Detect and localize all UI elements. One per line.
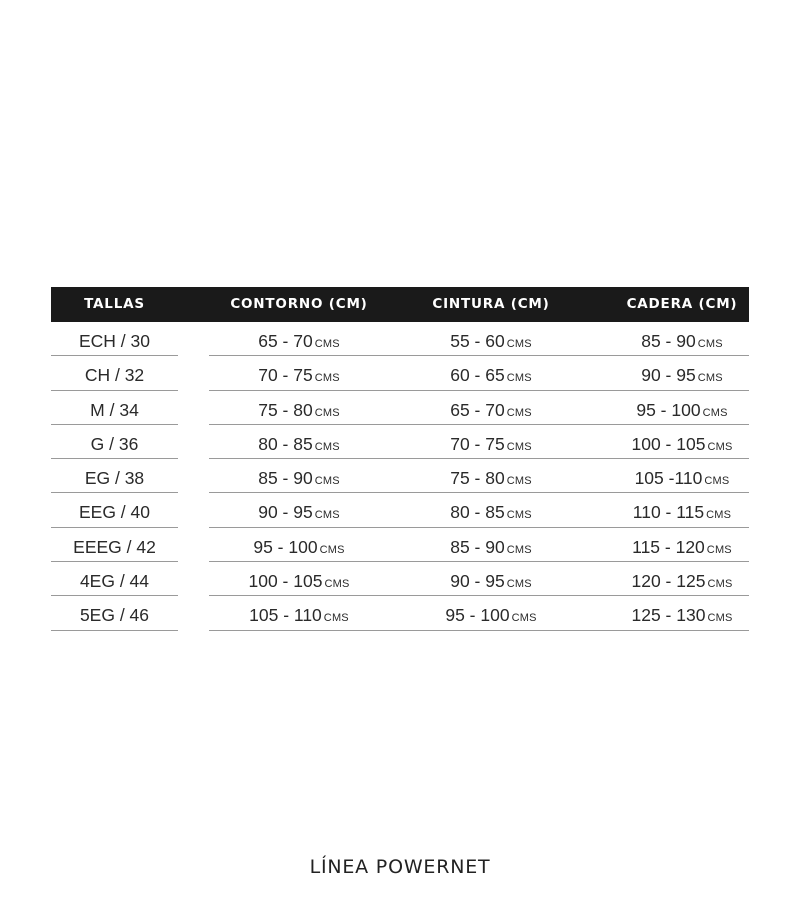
talla-cell xyxy=(51,596,178,630)
contorno-cell-value: 100 - 105 xyxy=(248,571,323,592)
unit-label: CMS xyxy=(707,612,733,625)
unit-label: CMS xyxy=(511,612,537,625)
size-chart-table xyxy=(51,287,749,631)
unit-label: CMS xyxy=(706,543,732,556)
talla-cell xyxy=(51,493,178,527)
cadera-cell-value: 105 -110 xyxy=(634,468,703,489)
row-divider-right xyxy=(209,630,749,631)
table-header xyxy=(51,287,749,322)
cintura-cell xyxy=(403,596,579,630)
cadera-cell-value: 110 - 115 xyxy=(632,502,705,523)
contorno-cell-value: 70 - 75 xyxy=(258,365,313,386)
table-row xyxy=(51,528,749,562)
table-row xyxy=(51,322,749,356)
cintura-cell-value: 95 - 100 xyxy=(445,605,510,626)
contorno-cell xyxy=(209,459,389,493)
unit-label: CMS xyxy=(506,475,532,488)
talla-cell-value: G / 36 xyxy=(90,433,139,454)
cintura-cell-value: 80 - 85 xyxy=(450,502,505,523)
contorno-cell xyxy=(209,322,389,356)
cadera-cell xyxy=(593,562,771,596)
cadera-cell-value: 125 - 130 xyxy=(631,605,706,626)
unit-label: CMS xyxy=(706,509,732,522)
cintura-cell xyxy=(403,528,579,562)
talla-cell xyxy=(51,459,178,493)
contorno-cell xyxy=(209,356,389,390)
unit-label: CMS xyxy=(506,440,532,453)
unit-label: CMS xyxy=(707,578,733,591)
row-divider-left xyxy=(51,630,178,631)
unit-label: CMS xyxy=(697,372,723,385)
unit-label: CMS xyxy=(506,406,532,419)
talla-cell-value: ECH / 30 xyxy=(79,331,150,351)
talla-cell-value: EEEG / 42 xyxy=(73,536,156,557)
contorno-cell xyxy=(209,493,389,527)
header-contorno: CONTORNO (CM) xyxy=(230,296,368,312)
unit-label: CMS xyxy=(319,543,345,556)
talla-cell-value: CH / 32 xyxy=(84,365,145,386)
cintura-cell-value: 60 - 65 xyxy=(450,365,505,386)
unit-label: CMS xyxy=(323,612,349,625)
cadera-cell xyxy=(593,596,771,630)
contorno-cell-value: 75 - 80 xyxy=(258,399,313,420)
cadera-cell xyxy=(593,425,771,459)
unit-label: CMS xyxy=(314,338,340,350)
cadera-cell-value: 95 - 100 xyxy=(636,399,701,420)
cintura-cell-value: 75 - 80 xyxy=(450,468,505,489)
talla-cell-value: M / 34 xyxy=(90,399,139,420)
talla-cell-value: 5EG / 46 xyxy=(79,605,150,626)
unit-label: CMS xyxy=(697,338,723,350)
table-row xyxy=(51,493,749,527)
unit-label: CMS xyxy=(506,543,532,556)
cadera-cell-value: 85 - 90 xyxy=(641,331,696,351)
table-body xyxy=(51,322,749,631)
talla-cell-value: 4EG / 44 xyxy=(79,571,150,592)
talla-cell xyxy=(51,425,178,459)
table-row xyxy=(51,425,749,459)
unit-label: CMS xyxy=(324,578,350,591)
cadera-cell-value: 120 - 125 xyxy=(631,571,706,592)
table-row xyxy=(51,391,749,425)
unit-label: CMS xyxy=(704,475,730,488)
talla-cell xyxy=(51,562,178,596)
footer-title: LÍNEA POWERNET xyxy=(309,856,491,878)
cadera-cell xyxy=(593,459,771,493)
contorno-cell xyxy=(209,391,389,425)
unit-label: CMS xyxy=(314,440,340,453)
contorno-cell-value: 65 - 70 xyxy=(258,331,313,351)
unit-label: CMS xyxy=(314,475,340,488)
contorno-cell-value: 95 - 100 xyxy=(253,536,318,557)
cintura-cell xyxy=(403,391,579,425)
contorno-cell xyxy=(209,425,389,459)
cadera-cell xyxy=(593,391,771,425)
unit-label: CMS xyxy=(314,509,340,522)
contorno-cell-value: 85 - 90 xyxy=(258,468,313,489)
table-row xyxy=(51,356,749,390)
contorno-cell xyxy=(209,528,389,562)
cintura-cell-value: 70 - 75 xyxy=(450,433,505,454)
cadera-cell xyxy=(593,493,771,527)
contorno-cell-value: 80 - 85 xyxy=(258,433,313,454)
contorno-cell-value: 90 - 95 xyxy=(258,502,313,523)
cintura-cell xyxy=(403,356,579,390)
talla-cell xyxy=(51,528,178,562)
table-row xyxy=(51,459,749,493)
unit-label: CMS xyxy=(506,578,532,591)
unit-label: CMS xyxy=(506,509,532,522)
cintura-cell xyxy=(403,493,579,527)
talla-cell xyxy=(51,391,178,425)
table-row xyxy=(51,562,749,596)
cintura-cell-value: 85 - 90 xyxy=(450,536,505,557)
contorno-cell xyxy=(209,596,389,630)
cintura-cell xyxy=(403,459,579,493)
header-cadera: CADERA (CM) xyxy=(626,296,738,312)
cadera-cell xyxy=(593,528,771,562)
unit-label: CMS xyxy=(314,406,340,419)
unit-label: CMS xyxy=(506,372,532,385)
talla-cell-value: EG / 38 xyxy=(84,468,145,489)
contorno-cell-value: 105 - 110 xyxy=(249,605,322,626)
cadera-cell-value: 115 - 120 xyxy=(632,536,705,557)
cintura-cell xyxy=(403,562,579,596)
unit-label: CMS xyxy=(702,406,728,419)
unit-label: CMS xyxy=(707,440,733,453)
cadera-cell-value: 90 - 95 xyxy=(641,365,696,386)
cintura-cell-value: 90 - 95 xyxy=(450,571,505,592)
cadera-cell-value: 100 - 105 xyxy=(631,433,706,454)
unit-label: CMS xyxy=(314,372,340,385)
cintura-cell xyxy=(403,322,579,356)
header-cintura: CINTURA (CM) xyxy=(432,296,550,312)
talla-cell xyxy=(51,356,178,390)
cadera-cell xyxy=(593,356,771,390)
talla-cell xyxy=(51,322,178,356)
unit-label: CMS xyxy=(506,338,532,350)
talla-cell-value: EEG / 40 xyxy=(78,502,150,523)
header-tallas: TALLAS xyxy=(84,296,145,312)
cintura-cell-value: 65 - 70 xyxy=(450,399,505,420)
table-row xyxy=(51,596,749,630)
cintura-cell-value: 55 - 60 xyxy=(450,331,505,351)
contorno-cell xyxy=(209,562,389,596)
cadera-cell xyxy=(593,322,771,356)
cintura-cell xyxy=(403,425,579,459)
